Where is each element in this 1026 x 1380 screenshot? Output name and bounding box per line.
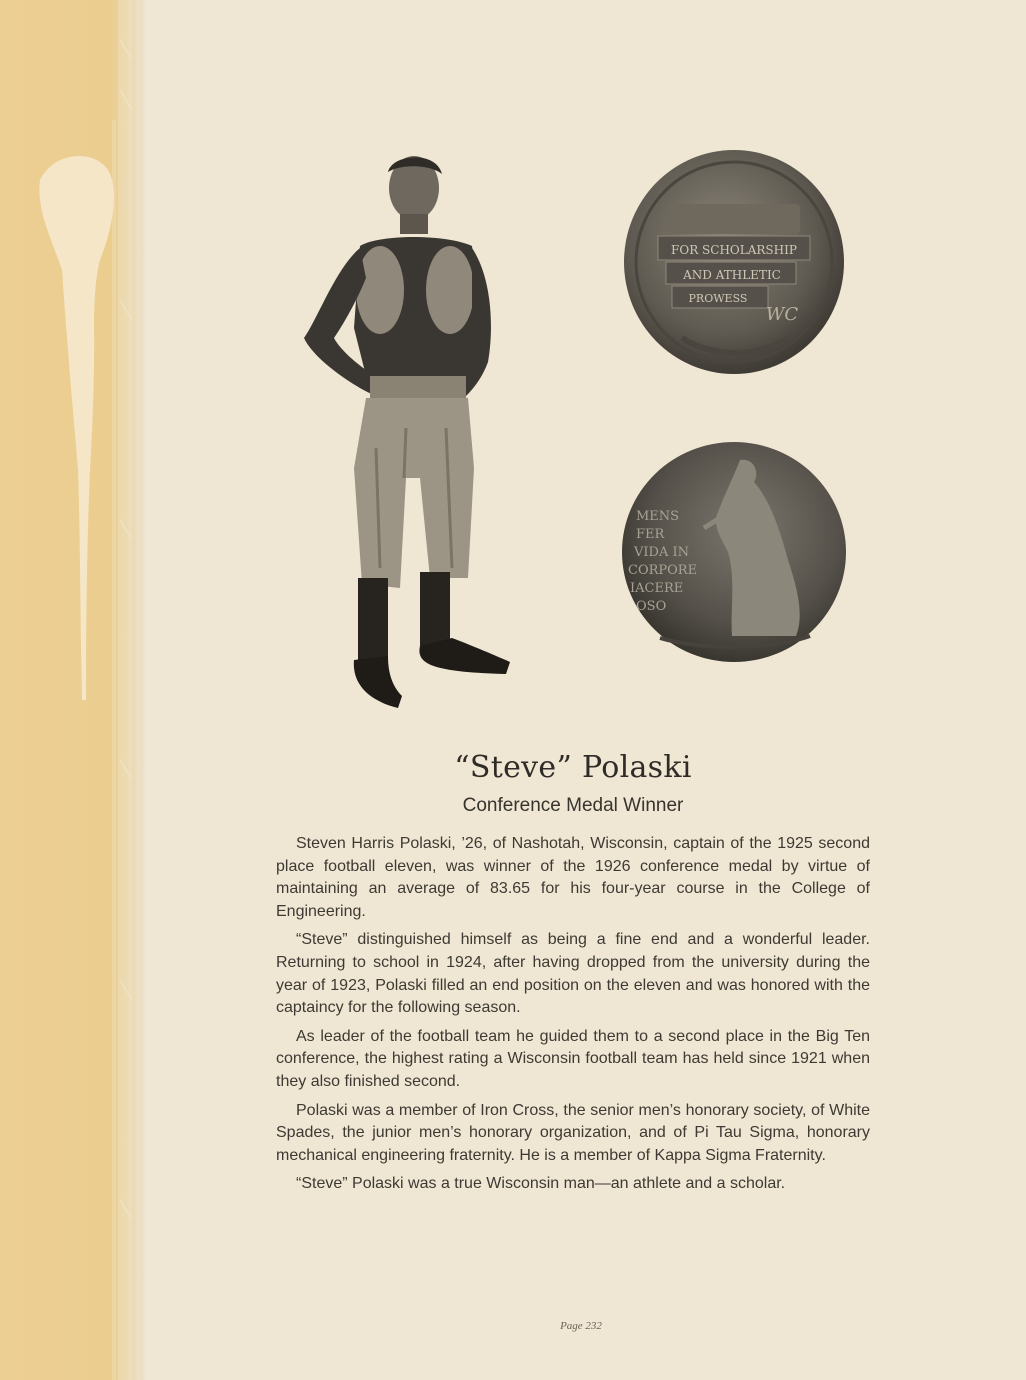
article-paragraph: “Steve” Polaski was a true Wisconsin man—an athlete and a scholar.: [296, 1175, 786, 1193]
football-player-photo: [296, 148, 518, 720]
medal-back-inscription: MENS FER VIDA IN CORPORE IACERE OSO: [628, 509, 698, 614]
article-title: “Steve” Polaski: [454, 750, 692, 785]
article-paragraph: Steven Harris Polaski, ’26, of Nashotah, Wisconsin, captain of the 1925 second place football eleven, was winner of the 1926 conference medal by virtue of maintaining an average of 83.65 for his four-year course in the College of Engineering.: [276, 835, 870, 920]
page-number: Page 232: [560, 1320, 602, 1332]
article-subtitle: Conference Medal Winner: [462, 795, 684, 816]
article-paragraph: “Steve” distinguished himself as being a fine end and a wonderful leader. Returning to school in 1924, after having dropped from the university during the year of 1923, Polaski filled an end position on the eleven and was honored with the captaincy for the following season.: [276, 931, 870, 1017]
medal-front-image: [622, 148, 846, 376]
medal-front-line-2: AND ATHLETIC: [683, 268, 781, 282]
medal-monogram: WC: [765, 304, 799, 325]
medal-front-line-1: FOR SCHOLARSHIP: [671, 243, 797, 257]
article-paragraph: As leader of the football team he guided them to a second place in the Big Ten conference, the highest rating a Wisconsin football team has held since 1921 when they also finished second.: [276, 1027, 870, 1090]
page-gutter-shadow: [140, 0, 146, 1380]
medal-front-line-3: PROWESS: [688, 292, 748, 305]
article-body: [276, 833, 870, 1202]
medal-back-image: [620, 440, 848, 664]
article-paragraph: Polaski was a member of Iron Cross, the senior men’s honorary society, of White Spades, the junior men’s honorary organization, and of Pi Tau Sigma, honorary mechanical engineering fraternity. He is a member of Kappa Sigma Fraternity.: [276, 1101, 870, 1164]
ornamental-border-graphic: [0, 0, 146, 1380]
